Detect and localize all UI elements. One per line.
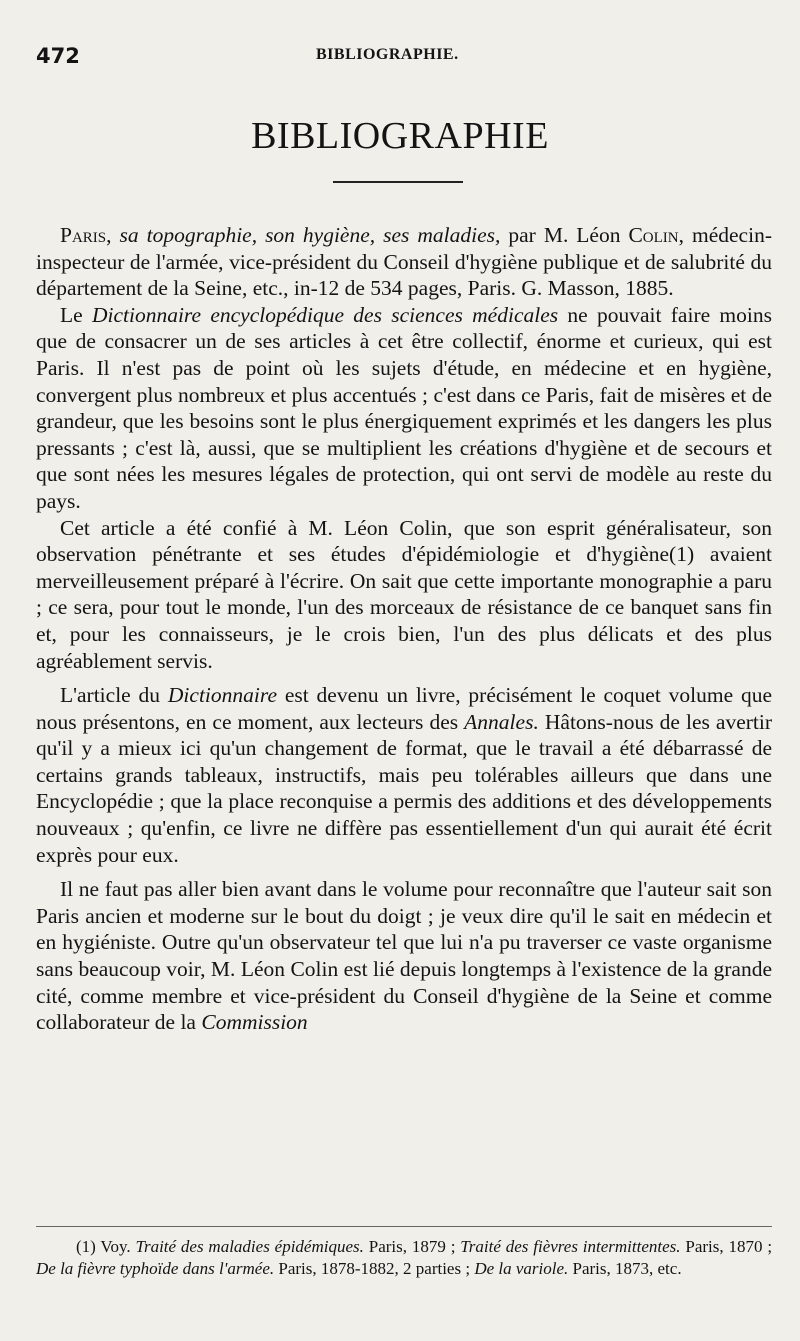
paragraph-3 xyxy=(36,682,772,868)
p3-italic-1: Dictionnaire xyxy=(167,683,277,708)
fn-italic-2: Traité des fièvres intermittentes. xyxy=(460,1237,681,1256)
p3-text-c: Hâtons-nous de les avertir qu'il y a mieux ici qu'un changement de format, que le travail a été débarrassé de certains grands tableaux, instructifs, mais peu tolérables ailleurs que dans une Encyclopédie ; que la place reconquise a permis des additions et des développements nouveaux ; qu'enfin, ce livre ne diffère pas essentiellement d'un qui aurait été écrit exprès pour eux. xyxy=(36,709,773,867)
title-rule xyxy=(333,181,463,183)
bibliographic-entry xyxy=(36,222,772,302)
running-head xyxy=(36,44,772,68)
p3-text-a: L'article du xyxy=(60,683,161,708)
fn-italic-1: Traité des maladies épidémiques. xyxy=(135,1237,364,1256)
p1-italic: Dictionnaire encyclopédique des sciences médicales xyxy=(91,302,559,327)
p1-text-a: Le xyxy=(60,302,83,327)
footnote xyxy=(36,1236,772,1279)
fn-italic-4: De la variole. xyxy=(474,1258,569,1278)
fn-text-b: Paris, 1879 ; xyxy=(368,1237,456,1256)
entry-details: médecin-inspecteur de l'armée, vice-président du Conseil d'hygiène publique et de salubrité du département de la Seine, etc., in-12 de 534 pages, Paris. G. Masson, 1885. xyxy=(36,223,772,301)
footnote-rule xyxy=(36,1226,772,1227)
fn-text-a: (1) Voy. xyxy=(76,1237,131,1256)
fn-text-d: Paris, 1878-1882, 2 parties ; xyxy=(278,1258,471,1278)
p3-italic-2: Annales. xyxy=(464,709,539,734)
fn-text-c: Paris, 1870 ; xyxy=(685,1237,773,1256)
paragraph-2: Cet article a été confié à M. Léon Colin, que son esprit généralisateur, son observation pénétrante et ses études d'épidémiologie et d'hygiène(1) avaient merveilleusement préparé à l'écrire. On sait que cette importante monographie a paru ; ce sera, pour tout le monde, l'un des morceaux de résistance de ce banquet sans fin et, pour les connaisseurs, je le crois bien, l'un des plus délicats et des plus agréablement servis. xyxy=(36,515,772,673)
entry-by: par M. Léon xyxy=(508,223,621,247)
entry-author: Colin, xyxy=(628,223,685,247)
section-title: BIBLIOGRAPHIE xyxy=(251,115,549,157)
entry-city: Paris, xyxy=(60,223,112,247)
paragraph-1 xyxy=(36,302,772,515)
fn-italic-3: De la fièvre typhoïde dans l'armée. xyxy=(36,1258,275,1278)
page-number: 472 xyxy=(36,44,80,68)
paragraph-4 xyxy=(36,876,772,1036)
p4-italic: Commission xyxy=(201,1010,308,1035)
running-title: BIBLIOGRAPHIE. xyxy=(316,46,459,63)
entry-title: sa topographie, son hygiène, ses maladies, xyxy=(119,223,501,247)
p1-text-b: ne pouvait faire moins que de consacrer un de ses articles à cet être collectif, énorme et curieux, qui est Paris. Il n'est pas de point où les sujets d'étude, en médecine et en hygiène, convergent plus nombreux et plus accentués ; c'est dans ce Paris, fait de misères et de grandeur, que les besoins sont le plus énergiquement exprimés et les dangers les plus pressants ; c'est là, aussi, que se multiplient les créations d'hygiène et de secours et que sont nées les mesures légales de protection, qui ont servi de modèle au reste du pays. xyxy=(36,302,772,513)
p4-text-a: Il ne faut pas aller bien avant dans le volume pour reconnaître que l'auteur sait son Paris ancien et moderne sur le bout du doigt ; je veux dire qu'il le sait en médecin et en hygiéniste. Outre qu'un observateur tel que lui n'a pu traverser ce vaste organisme sans beaucoup voir, M. Léon Colin est lié depuis longtemps à l'existence de la grande cité, comme membre et vice-président du Conseil d'hygiène de la Seine et comme collaborateur de la xyxy=(36,877,772,1035)
p3-text-b: est devenu un livre, précisément le coquet volume que nous présentons, en ce moment, aux lecteurs des xyxy=(36,683,773,734)
article-body xyxy=(36,222,772,1036)
fn-text-e: Paris, 1873, etc. xyxy=(572,1258,682,1278)
